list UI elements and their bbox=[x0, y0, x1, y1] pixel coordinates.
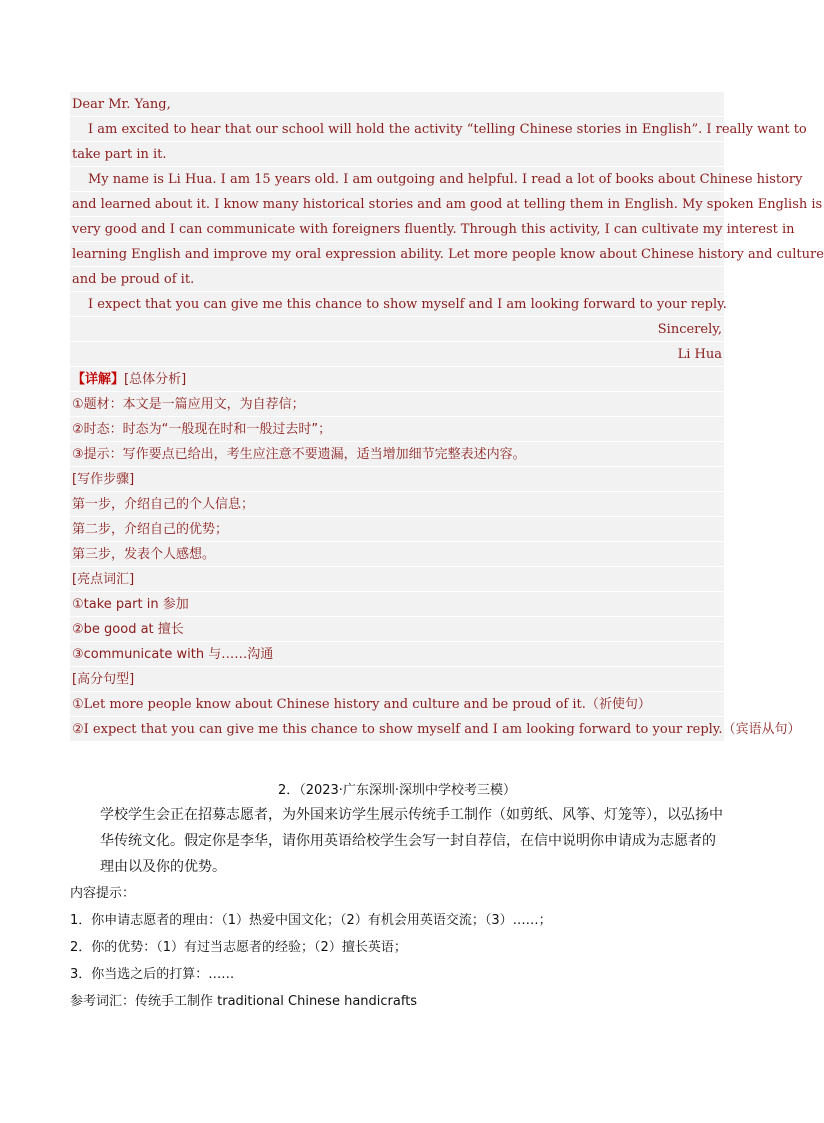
vocab-item: ③communicate with 与……沟通 bbox=[70, 642, 724, 667]
letter-paragraph3: I expect that you can give me this chance to show myself and I am looking forward to your reply. bbox=[70, 292, 724, 317]
letter-paragraph2-line: learning English and improve my oral expression ability. Let more people know about Chinese history and culture bbox=[70, 242, 724, 267]
letter-paragraph1-line: take part in it. bbox=[70, 142, 724, 167]
step-item: 第二步，介绍自己的优势； bbox=[70, 517, 724, 542]
detail-label: 【详解】 bbox=[72, 372, 125, 387]
sentence-item: ①Let more people know about Chinese history and culture and be proud of it.（祈使句） bbox=[70, 692, 724, 717]
hints-label: 内容提示： bbox=[70, 886, 136, 901]
answer-block bbox=[70, 92, 824, 742]
letter-greeting: Dear Mr. Yang, bbox=[70, 92, 724, 117]
hint-item: 2．你的优势：（1）有过当志愿者的经验；（2）擅长英语； bbox=[70, 940, 407, 955]
steps-heading: [写作步骤] bbox=[70, 467, 724, 492]
step-item: 第三步，发表个人感想。 bbox=[70, 542, 724, 567]
question-heading: 2．（2023·广东深圳·深圳中学校考三模） bbox=[277, 783, 517, 798]
question-block bbox=[70, 802, 724, 1015]
sentence-item: ②I expect that you can give me this chance to show myself and I am looking forward to your reply.（宾语从句） bbox=[70, 717, 724, 742]
overall-item: ③提示：写作要点已给出，考生应注意不要遗漏，适当增加细节完整表述内容。 bbox=[70, 442, 724, 467]
step-item: 第一步，介绍自己的个人信息； bbox=[70, 492, 724, 517]
letter-paragraph2-line: My name is Li Hua. I am 15 years old. I am outgoing and helpful. I read a lot of books about Chinese history bbox=[70, 167, 724, 192]
overall-heading: [总体分析] bbox=[124, 372, 187, 387]
vocab-heading: [亮点词汇] bbox=[70, 567, 724, 592]
letter-closing: Sincerely, bbox=[70, 317, 724, 342]
letter-paragraph2-line: and learned about it. I know many historical stories and am good at telling them in English. My spoken English is bbox=[70, 192, 724, 217]
hint-item: 3．你当选之后的打算：…… bbox=[70, 967, 235, 982]
reference-vocab: 参考词汇：传统手工制作 traditional Chinese handicrafts bbox=[70, 994, 418, 1009]
letter-paragraph1-line: I am excited to hear that our school will hold the activity “telling Chinese stories in English”. I really want to bbox=[70, 117, 724, 142]
analysis-overall-heading-line bbox=[70, 367, 724, 392]
vocab-item: ①take part in 参加 bbox=[70, 592, 724, 617]
hint-item: 1．你申请志愿者的理由：（1）热爱中国文化；（2）有机会用英语交流；（3）……； bbox=[70, 913, 552, 928]
sentences-heading: [高分句型] bbox=[70, 667, 724, 692]
letter-paragraph2-line: very good and I can communicate with foreigners fluently. Through this activity, I can cultivate my interest in bbox=[70, 217, 724, 242]
letter-signature: Li Hua bbox=[70, 342, 724, 367]
overall-item: ①题材：本文是一篇应用文，为自荐信； bbox=[70, 392, 724, 417]
vocab-item: ②be good at 擅长 bbox=[70, 617, 724, 642]
letter-paragraph2-line: and be proud of it. bbox=[70, 267, 724, 292]
overall-item: ②时态：时态为“一般现在时和一般过去时”； bbox=[70, 417, 724, 442]
question-prompt: 学校学生会正在招募志愿者，为外国来访学生展示传统手工制作（如剪纸、风筝、灯笼等），以弘扬中华传统文化。假定你是李华，请你用英语给校学生会写一封自荐信，在信中说明你申请成为志愿者的理由以及你的优势。 bbox=[100, 807, 723, 875]
